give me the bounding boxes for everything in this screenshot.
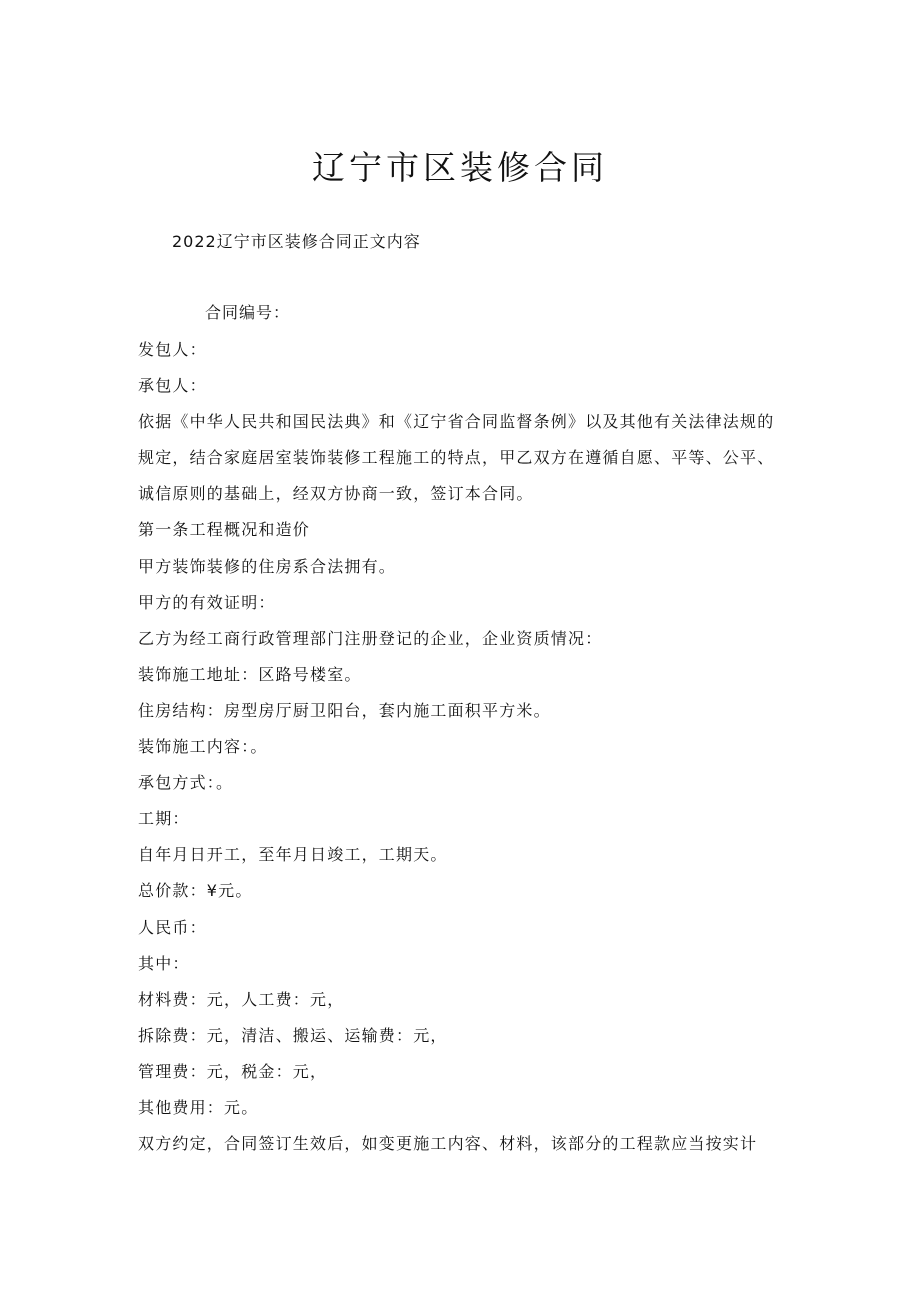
body-line: 自年月日开工，至年月日竣工，工期天。 bbox=[138, 845, 448, 865]
body-line: 乙方为经工商行政管理部门注册登记的企业，企业资质情况： bbox=[138, 628, 603, 648]
body-line: 总价款：¥元。 bbox=[138, 881, 253, 901]
body-line: 工期： bbox=[138, 809, 190, 829]
body-line: 甲方的有效证明： bbox=[138, 592, 276, 612]
body-line: 双方约定，合同签订生效后，如变更施工内容、材料，该部分的工程款应当按实计 bbox=[138, 1134, 758, 1154]
body-line: 装饰施工地址：区路号楼室。 bbox=[138, 664, 362, 684]
body-line: 拆除费：元，清洁、搬运、运输费：元， bbox=[138, 1025, 448, 1045]
contract-number-label: 合同编号： bbox=[205, 303, 291, 322]
contract-body bbox=[138, 338, 788, 1168]
document-subtitle: 2022辽宁市区装修合同正文内容 bbox=[172, 232, 421, 251]
body-line: 管理费：元，税金：元， bbox=[138, 1061, 328, 1081]
body-line: 甲方装饰装修的住房系合法拥有。 bbox=[138, 556, 397, 576]
party-b-line: 承包人： bbox=[138, 376, 207, 396]
body-line: 装饰施工内容：。 bbox=[138, 737, 268, 757]
body-line: 住房结构：房型房厅厨卫阳台，套内施工面积平方米。 bbox=[138, 700, 551, 720]
body-line: 其他费用：元。 bbox=[138, 1097, 259, 1117]
body-line: 承包方式：。 bbox=[138, 773, 234, 793]
body-line: 诚信原则的基础上，经双方协商一致，签订本合同。 bbox=[138, 484, 534, 504]
party-a-line: 发包人： bbox=[138, 340, 207, 359]
document-title: 辽宁市区装修合同 bbox=[312, 148, 608, 187]
body-line: 人民币： bbox=[138, 917, 207, 937]
body-line: 依据《中华人民共和国民法典》和《辽宁省合同监督条例》以及其他有关法律法规的 bbox=[138, 412, 775, 432]
body-line: 材料费：元，人工费：元， bbox=[138, 989, 345, 1009]
section-heading: 第一条工程概况和造价 bbox=[138, 520, 311, 540]
body-line: 规定，结合家庭居室装饰装修工程施工的特点，甲乙双方在遵循自愿、平等、公平、 bbox=[138, 448, 775, 468]
body-line: 其中： bbox=[138, 953, 190, 973]
